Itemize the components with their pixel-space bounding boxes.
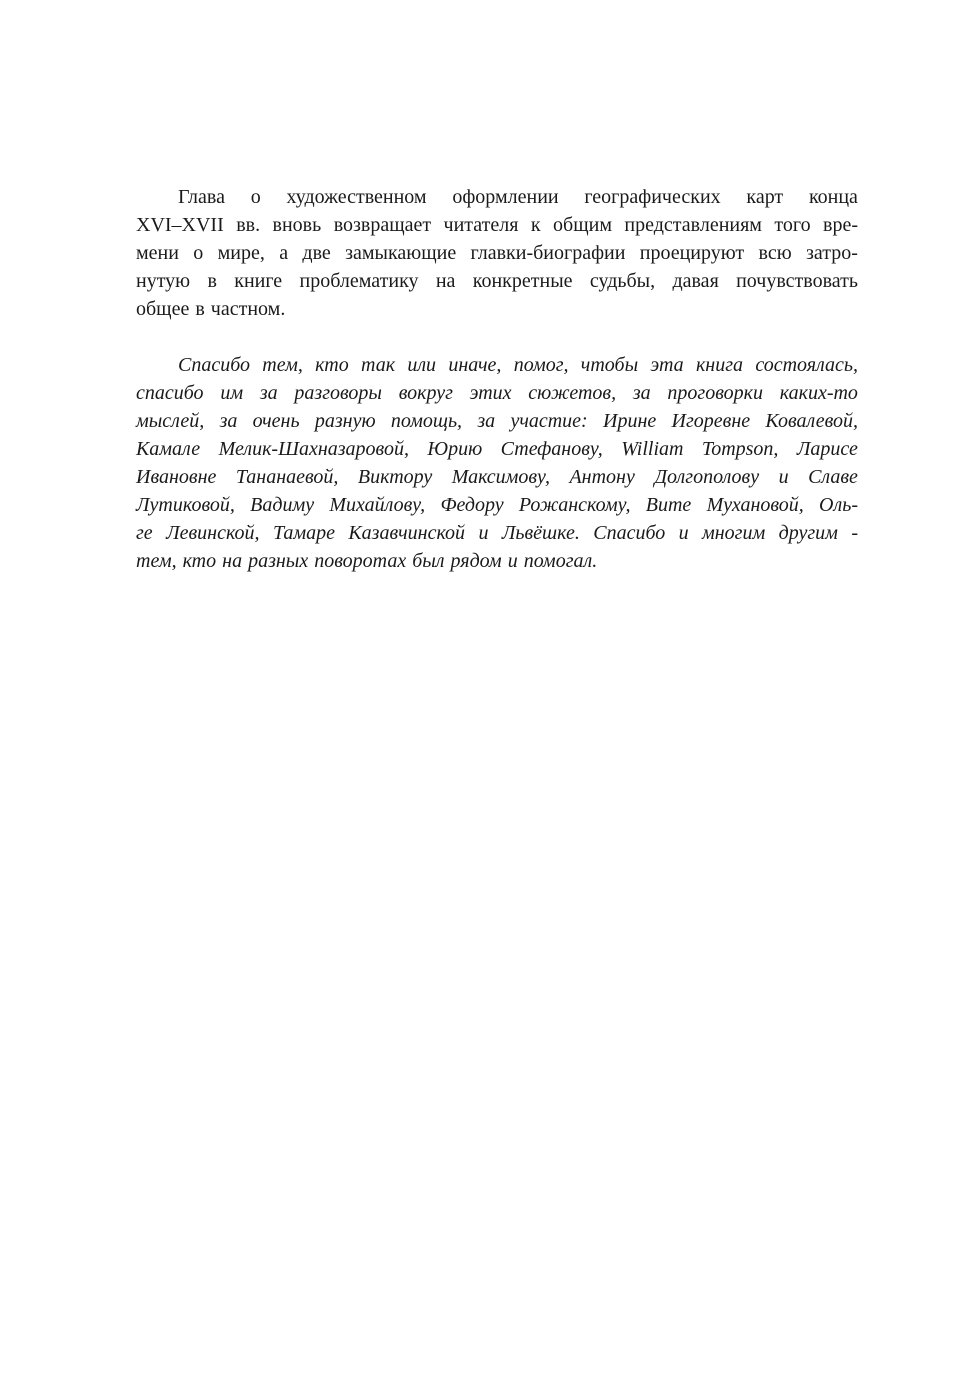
word: Мелик-Шахназаровой, <box>218 438 409 460</box>
word: нутую <box>136 270 191 292</box>
word: чтобы <box>580 354 639 376</box>
word: Вите <box>645 494 692 516</box>
word: представлениям <box>624 214 762 236</box>
word: рядом <box>450 550 502 572</box>
word: общим <box>553 214 612 236</box>
word: - <box>851 522 858 544</box>
word: карт <box>746 186 784 208</box>
text-line <box>136 183 858 211</box>
word: Долгополову <box>654 466 760 488</box>
text-line <box>136 239 858 267</box>
word: почувствовать <box>736 270 858 292</box>
word: Виктору <box>357 466 433 488</box>
word: был <box>412 550 445 572</box>
word: эта <box>650 354 684 376</box>
word: помощь, <box>390 410 463 432</box>
text-line <box>136 547 858 575</box>
text-line <box>136 491 858 519</box>
word: спасибо <box>136 382 204 404</box>
word: затро- <box>805 242 858 264</box>
word: и <box>507 550 518 572</box>
word: географических <box>584 186 721 208</box>
word: книге <box>234 270 283 292</box>
word: Казавчинской <box>348 522 466 544</box>
word: кто <box>315 354 349 376</box>
word: Глава <box>178 186 225 208</box>
word: Тананаевой, <box>235 466 339 488</box>
word: и <box>778 466 789 488</box>
text-line <box>136 519 858 547</box>
word: Ивановне <box>136 466 217 488</box>
word: иначе, <box>448 354 502 376</box>
word: а <box>279 242 289 264</box>
word: тем, <box>136 550 177 572</box>
text-line <box>136 379 858 407</box>
word: тем, <box>262 354 303 376</box>
text-line <box>136 407 858 435</box>
word: судьбы, <box>589 270 656 292</box>
word: Левинской, <box>166 522 260 544</box>
word: за <box>259 382 278 404</box>
word: поворотах <box>314 550 407 572</box>
word: состоялась, <box>755 354 858 376</box>
word: проговорки <box>667 382 763 404</box>
word: возвращает <box>333 214 432 236</box>
word: на <box>435 270 456 292</box>
word: кто <box>182 550 217 572</box>
word: Тамаре <box>272 522 335 544</box>
word: художественном <box>286 186 427 208</box>
word: читателя <box>443 214 519 236</box>
word: конца <box>808 186 858 208</box>
word: многим <box>702 522 766 544</box>
word: того <box>774 214 811 236</box>
word: сюжетов, <box>528 382 617 404</box>
word: каких-то <box>779 382 858 404</box>
word: им <box>220 382 244 404</box>
word: ге <box>136 522 153 544</box>
word: разную <box>314 410 376 432</box>
word: или <box>407 354 437 376</box>
word: вре- <box>823 214 858 236</box>
word: Мухановой, <box>706 494 804 516</box>
word: XVI–XVII <box>136 214 224 236</box>
word: участие: <box>510 410 588 432</box>
word: вокруг <box>398 382 453 404</box>
word: помогал. <box>523 550 598 572</box>
word: Камале <box>136 438 201 460</box>
word: Федору <box>440 494 504 516</box>
paragraph-acknowledgements <box>136 351 858 575</box>
word: в <box>207 270 217 292</box>
word: Львёшке. <box>501 522 580 544</box>
word: Оль- <box>819 494 858 516</box>
word: Славе <box>808 466 858 488</box>
word: Игоревне <box>671 410 751 432</box>
word: мире, <box>217 242 265 264</box>
word: проецируют <box>639 242 745 264</box>
word: Вадиму <box>250 494 315 516</box>
word: две <box>302 242 331 264</box>
word: Стефанову, <box>500 438 603 460</box>
text-line <box>136 211 858 239</box>
word: оформлении <box>452 186 559 208</box>
word: разных <box>248 550 309 572</box>
word: мени <box>136 242 179 264</box>
word: главки-биографии <box>470 242 626 264</box>
word: этих <box>469 382 512 404</box>
word: Юрию <box>427 438 483 460</box>
word: Антону <box>569 466 635 488</box>
word: Ларисе <box>796 438 858 460</box>
text-line <box>136 351 858 379</box>
word: проблематику <box>299 270 419 292</box>
word: за <box>477 410 496 432</box>
word: и <box>678 522 689 544</box>
word: Ирине <box>603 410 657 432</box>
word: William <box>621 438 684 460</box>
text-line <box>136 463 858 491</box>
word: вновь <box>272 214 322 236</box>
text-line <box>136 435 858 463</box>
word: мыслей, <box>136 410 205 432</box>
word: о <box>250 186 261 208</box>
text-line <box>136 267 858 295</box>
word: Максимову, <box>451 466 550 488</box>
word: Лутиковой, <box>136 494 235 516</box>
word: Спасибо <box>178 354 251 376</box>
word: всю <box>758 242 792 264</box>
word: за <box>632 382 651 404</box>
word: Tompson, <box>701 438 779 460</box>
word: о <box>193 242 204 264</box>
word: Спасибо <box>593 522 666 544</box>
word: вв. <box>236 214 261 236</box>
word: за <box>219 410 238 432</box>
word: так <box>361 354 396 376</box>
word: замыкающие <box>345 242 457 264</box>
word: конкретные <box>472 270 573 292</box>
word: давая <box>672 270 719 292</box>
word: Ковалевой, <box>765 410 858 432</box>
word: общее <box>136 298 190 320</box>
word: к <box>530 214 541 236</box>
word: Рожанскому, <box>518 494 631 516</box>
word: в <box>195 298 205 320</box>
word: разговоры <box>294 382 382 404</box>
text-line <box>136 295 858 323</box>
word: другим <box>778 522 838 544</box>
word: и <box>478 522 489 544</box>
word: на <box>222 550 243 572</box>
word: частном. <box>210 298 286 320</box>
paragraph-cartography <box>136 183 858 323</box>
word: Михайлову, <box>329 494 426 516</box>
word: очень <box>252 410 300 432</box>
word: помог, <box>513 354 569 376</box>
word: книга <box>695 354 744 376</box>
